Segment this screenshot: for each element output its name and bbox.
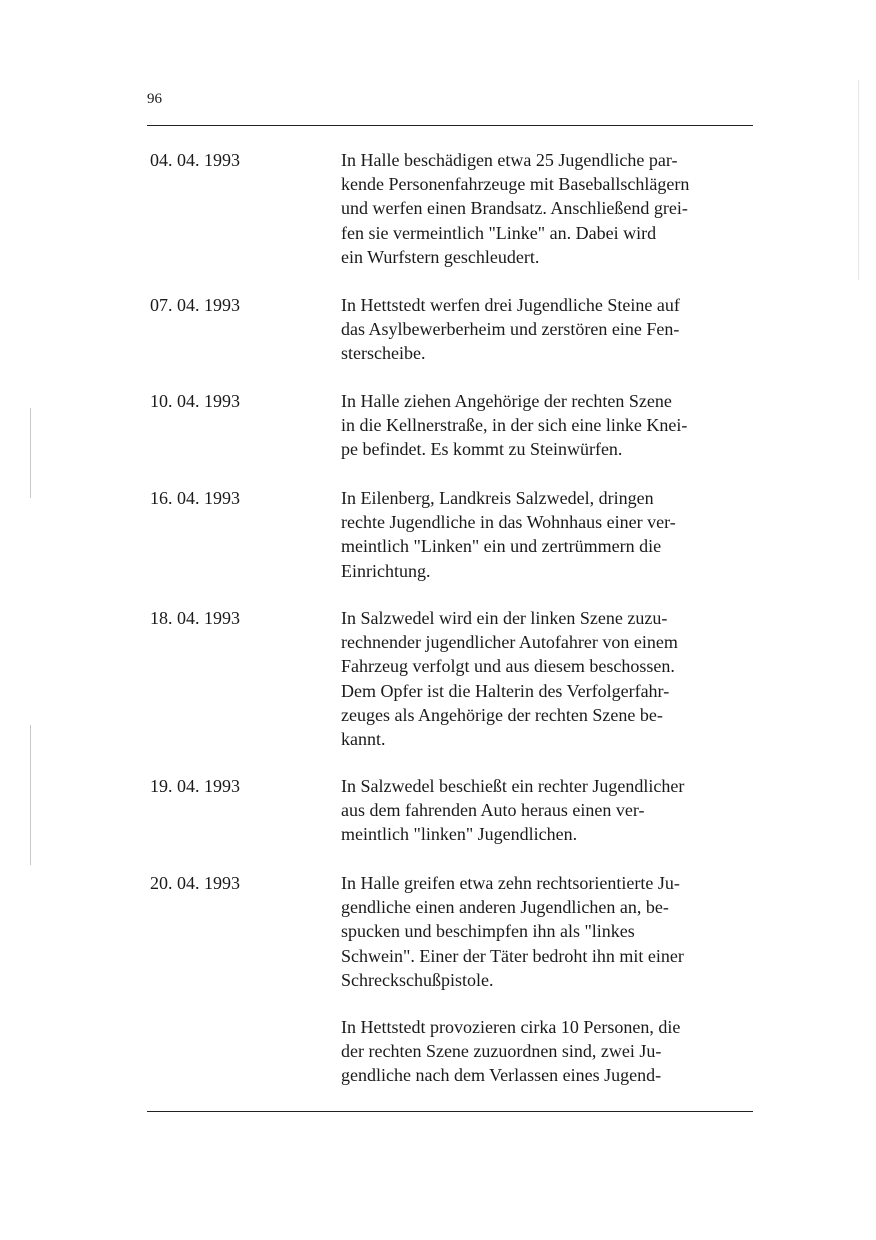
entry-date: 16. 04. 1993 bbox=[150, 488, 240, 508]
entry-text: In Halle ziehen Angehörige der rechten Szene in die Kellnerstraße, in der sich eine linke Knei- pe befindet. Es kommt zu Steinwürfen. bbox=[341, 391, 688, 460]
scan-mark bbox=[858, 80, 859, 280]
entry-date: 19. 04. 1993 bbox=[150, 776, 240, 796]
entry-text: In Hettstedt provozieren cirka 10 Personen, die der rechten Szene zuzuordnen sind, zwei Ju- gendliche nach dem Verlassen eines Jugend- bbox=[341, 1017, 681, 1086]
entry-date: 18. 04. 1993 bbox=[150, 608, 240, 628]
page-number: 96 bbox=[147, 91, 162, 107]
entry-date: 07. 04. 1993 bbox=[150, 295, 240, 315]
entry-text: In Halle greifen etwa zehn rechtsorientierte Ju- gendliche einen anderen Jugendlichen an, be- spucken und beschimpfen ihn als "linkes Schwein". Einer der Täter bedroht ihn mit einer Schreckschußpistole. bbox=[341, 873, 684, 990]
entry-text: In Halle beschädigen etwa 25 Jugendliche par- kende Personenfahrzeuge mit Baseballschlägern und werfen einen Brandsatz. Anschließend grei- fen sie vermeintlich "Linke" an. Dabei wird ein Wurfstern geschleudert. bbox=[341, 150, 690, 267]
entry-text: In Hettstedt werfen drei Jugendliche Steine auf das Asylbewerberheim und zerstören eine Fen- sterscheibe. bbox=[341, 295, 680, 364]
entry-text: In Salzwedel beschießt ein rechter Jugendlicher aus dem fahrenden Auto heraus einen ver- meintlich "linken" Jugendlichen. bbox=[341, 776, 685, 845]
scan-mark bbox=[30, 408, 31, 498]
scan-mark bbox=[30, 725, 31, 865]
header-rule bbox=[147, 125, 753, 126]
entry-date: 04. 04. 1993 bbox=[150, 150, 240, 170]
entry-text: In Eilenberg, Landkreis Salzwedel, dringen rechte Jugendliche in das Wohnhaus einer ver- meintlich "Linken" ein und zertrümmern die Einrichtung. bbox=[341, 488, 676, 581]
entry-date: 20. 04. 1993 bbox=[150, 873, 240, 893]
entry-text: In Salzwedel wird ein der linken Szene zuzu- rechnender jugendlicher Autofahrer von einem Fahrzeug verfolgt und aus diesem beschossen. Dem Opfer ist die Halterin des Verfolgerfahr- zeuges als Angehörige der rechten Szene be- kannt. bbox=[341, 608, 678, 750]
entry-date: 10. 04. 1993 bbox=[150, 391, 240, 411]
footer-rule bbox=[147, 1111, 753, 1112]
